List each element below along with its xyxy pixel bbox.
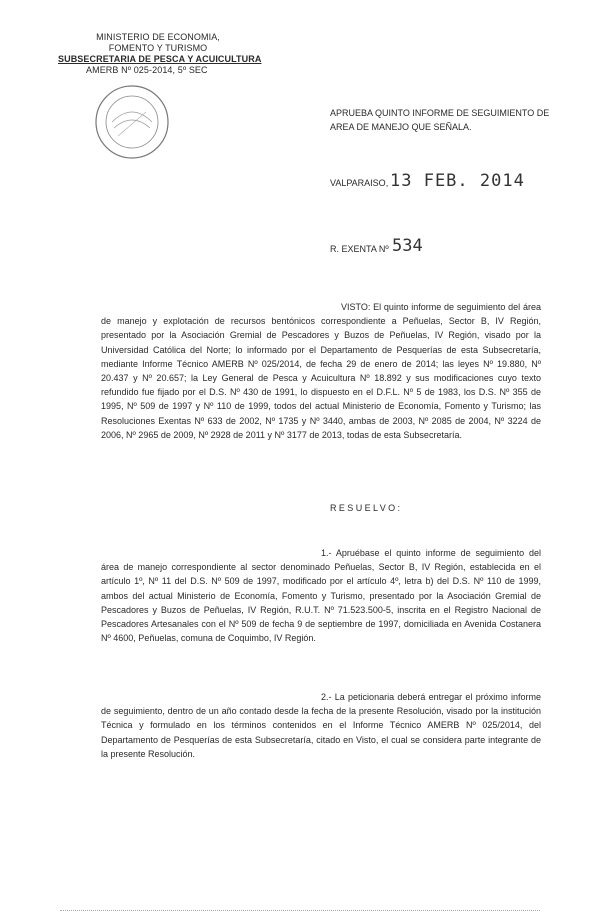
resuelvo-heading: RESUELVO: — [330, 503, 403, 513]
ministry-line-1: MINISTERIO DE ECONOMIA, — [96, 32, 220, 42]
city-label: VALPARAISO, — [330, 178, 389, 188]
ministry-line-2: FOMENTO Y TURISMO — [108, 43, 208, 53]
document-title: APRUEBA QUINTO INFORME DE SEGUIMIENTO DE AREA DE MANEJO QUE SEÑALA. — [330, 108, 550, 132]
official-seal-stamp-icon — [92, 82, 172, 162]
subsecretaria-line: SUBSECRETARIA DE PESCA Y ACUICULTURA — [58, 54, 262, 64]
resolution-item-2: 2.- La peticionaria deberá entregar el próximo informe de seguimiento, dentro de un año contado desde la fecha de la presente Resolución, visado por la institución Técnica y formulado en los términos contenidos en el Informe Técnico AMERB Nº 025/2014, del Departamento de Pesquerías de esta Subsecretaría, citado en Visto, el cual se considera parte integrante de la presente Resolución. — [101, 692, 541, 759]
exenta-number: 534 — [392, 236, 423, 256]
letterhead — [58, 32, 262, 76]
date-stamp: 13 FEB. 2014 — [390, 171, 525, 191]
reference-line: AMERB Nº 025-2014, 5º SEC — [86, 65, 208, 75]
resolution-item-1: 1.- Apruébase el quinto informe de seguimiento del área de manejo correspondiente al sector denominado Peñuelas, Sector B, IV Región, establecida en el artículo 1º, Nº 11 del D.S. Nº 509 de 1997, modificado por el artículo 4º, letra b) del D.S. Nº 110 de 1999, ambos del actual Ministerio de Economía, Fomento y Turismo, presentado por la Asociación Gremial de Pescadores y Buzos de Peñuelas, IV Región, R.U.T. Nº 71.523.500-5, inscrita en el Registro Nacional de Pescadores Artesanales con el Nº 509 de fecha 9 de septiembre de 1997, domiciliada en Avenida Costanera Nº 4600, Peñuelas, comuna de Coquimbo, IV Región. — [101, 548, 541, 644]
visto-paragraph: VISTO: El quinto informe de seguimiento del área de manejo y explotación de recursos bentónicos correspondiente a Peñuelas, Sector B, IV Región, presentado por la Asociación Gremial de Pescadores y Buzos de Peñuelas, IV Región, visado por la Universidad Católica del Norte; lo informado por el Departamento de Pesquerías de esta Subsecretaría, mediante Informe Técnico AMERB Nº 025/2014, de fecha 29 de enero de 2014; las leyes Nº 19.880, Nº 20.437 y Nº 20.657; la Ley General de Pesca y Acuicultura Nº 18.892 y sus modificaciones cuyo texto refundido fue fijado por el D.S. Nº 430 de 1991, lo dispuesto en el D.F.L. Nº 5 de 1983, los D.S. Nº 355 de 1995, Nº 509 de 1997 y Nº 110 de 1999, todos del actual Ministerio de Economía, Fomento y Turismo; las Resoluciones Exentas Nº 633 de 2002, Nº 1735 y Nº 3440, ambas de 2003, Nº 2085 de 2004, Nº 3224 de 2006, Nº 2965 de 2009, Nº 2928 de 2011 y Nº 3177 de 2013, todas de esta Subsecretaría. — [101, 302, 541, 440]
footer-divider — [60, 910, 540, 912]
exenta-label: R. EXENTA Nº — [330, 244, 389, 254]
